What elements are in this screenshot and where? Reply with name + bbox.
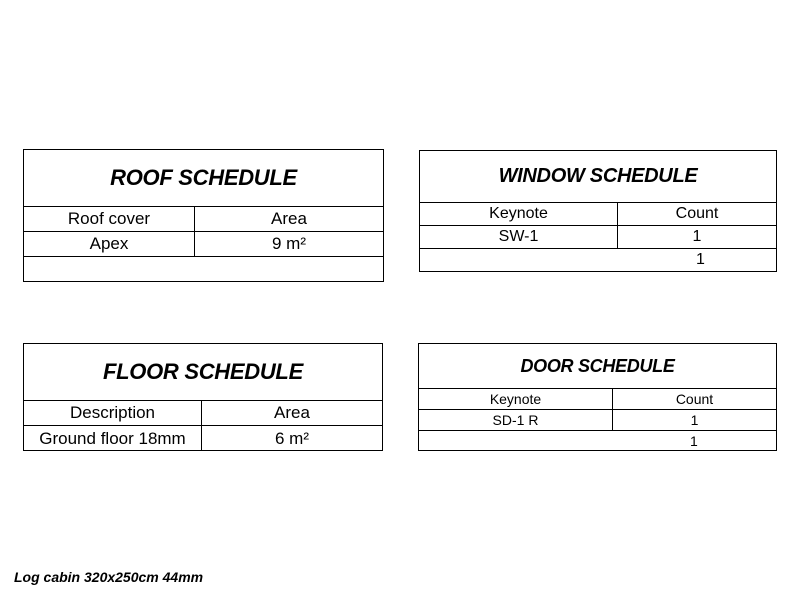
floor-header-area: Area [201,401,382,425]
roof-cell-area: 9 m² [194,232,383,256]
roof-header-area: Area [194,207,383,231]
roof-cell-roof-cover: Apex [89,234,129,253]
window-schedule-total-row [420,249,776,271]
drawing-caption: Log cabin 320x250cm 44mm [14,569,204,585]
table-row [419,410,776,431]
window-header-keynote: Keynote [489,205,548,222]
window-cell-count: 1 [617,226,776,248]
floor-schedule-header-row [24,401,382,426]
floor-header-description: Description [69,403,156,422]
door-cell-count: 1 [612,410,776,430]
table-row [24,232,383,257]
door-schedule-table [418,343,777,451]
roof-schedule-title: ROOF SCHEDULE [24,150,383,207]
floor-cell-area: 6 m² [201,426,382,451]
door-schedule-title: DOOR SCHEDULE [419,344,776,389]
door-schedule-total-row [419,431,776,451]
floor-schedule-title: FLOOR SCHEDULE [24,344,382,401]
window-schedule-title: WINDOW SCHEDULE [420,151,776,203]
window-schedule-table [419,150,777,272]
window-total-count: 1 [696,251,705,268]
door-cell-keynote: SD-1 R [492,412,539,428]
roof-schedule-header-row [24,207,383,232]
window-header-count: Count [617,203,776,225]
door-header-keynote: Keynote [489,391,542,407]
roof-schedule-footer-row [24,257,383,281]
table-row [420,226,776,249]
floor-cell-description: Ground floor 18mm [39,428,186,448]
floor-schedule-table [23,343,383,451]
door-schedule-header-row [419,389,776,410]
table-row [24,426,382,451]
door-header-count: Count [612,389,776,409]
roof-header-roof-cover: Roof cover [67,209,151,228]
window-cell-keynote: SW-1 [498,228,539,245]
window-schedule-header-row [420,203,776,226]
roof-schedule-table [23,149,384,282]
door-total-count: 1 [690,433,698,449]
